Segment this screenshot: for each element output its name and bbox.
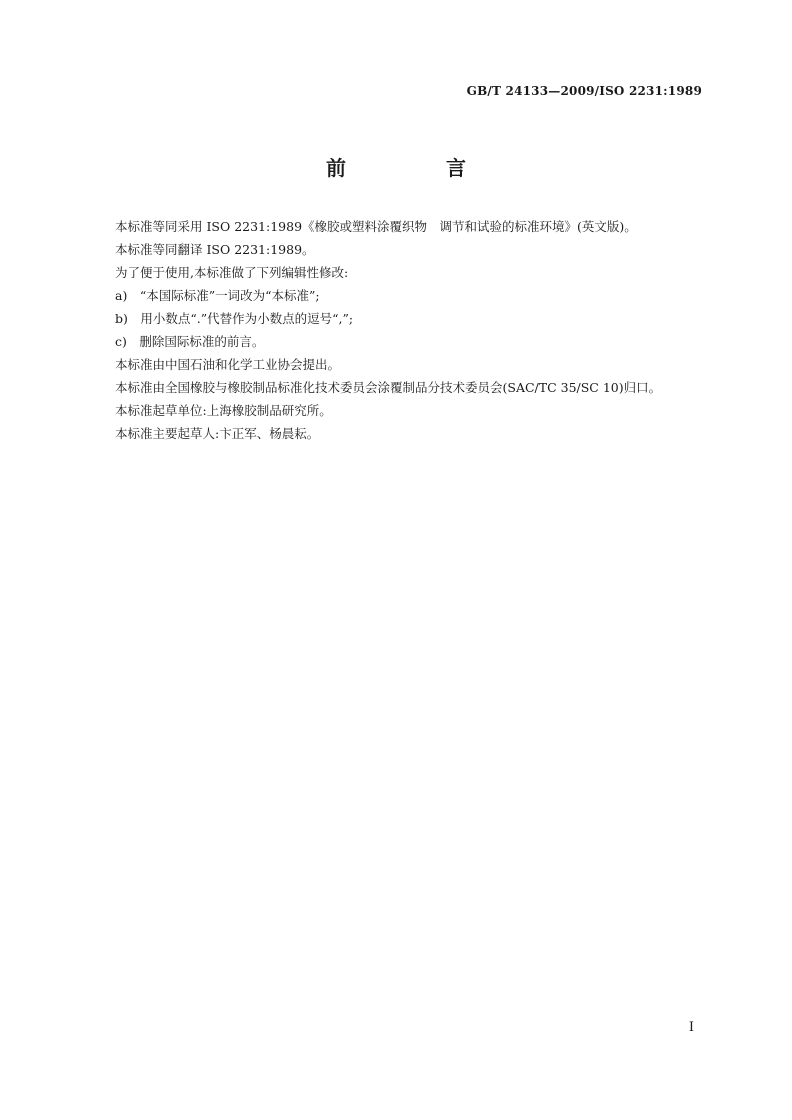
list-item-a: a) “本国际标准”一词改为“本标准”;	[115, 288, 320, 303]
standard-code: GB/T 24133—2009/ISO 2231:1989	[466, 84, 702, 98]
list-item-b: b) 用小数点“.”代替作为小数点的逗号“,”;	[115, 311, 354, 326]
paragraph-translation: 本标准等同翻译 ISO 2231:1989。	[115, 242, 315, 257]
list-item-c: c) 删除国际标准的前言。	[115, 334, 265, 349]
page-title: 前 言	[326, 156, 506, 180]
paragraph-adoption: 本标准等同采用 ISO 2231:1989《橡胶或塑料涂覆织物 调节和试验的标准环境》(英文版)。	[115, 219, 637, 234]
foreword-body	[90, 215, 702, 445]
paragraph-drafting-unit: 本标准起草单位:上海橡胶制品研究所。	[115, 403, 332, 418]
page-number: I	[688, 1020, 694, 1035]
paragraph-proposer: 本标准由中国石油和化学工业协会提出。	[115, 357, 341, 372]
paragraph-drafters: 本标准主要起草人:卞正军、杨晨耘。	[115, 426, 320, 441]
paragraph-edit-intro: 为了便于使用,本标准做了下列编辑性修改:	[115, 265, 349, 280]
paragraph-committee: 本标准由全国橡胶与橡胶制品标准化技术委员会涂覆制品分技术委员会(SAC/TC 35/SC 10)归口。	[115, 380, 662, 395]
